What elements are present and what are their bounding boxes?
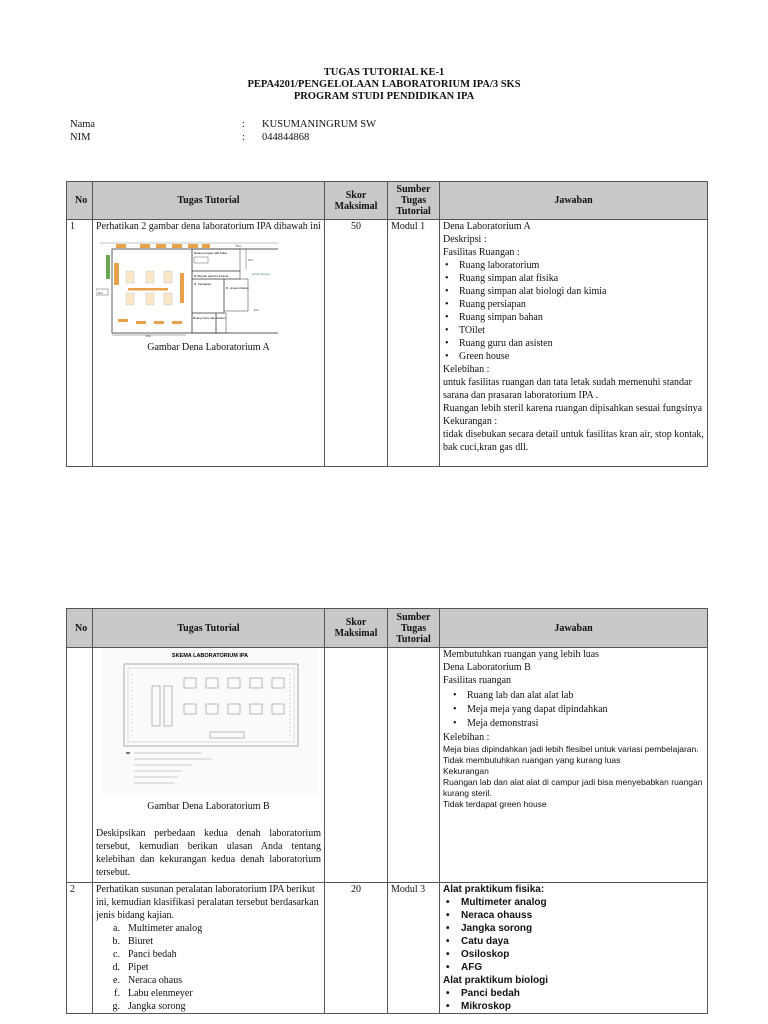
source-cell xyxy=(388,648,440,883)
physics-label: Alat praktikum fisika: xyxy=(443,884,545,895)
list-item: • AFG xyxy=(443,961,704,974)
plan-label-gh: Green House xyxy=(252,272,270,276)
plan-label-r1: Ruang simpan alat fisika xyxy=(194,251,227,255)
answer-title: Dena Laboratorium B xyxy=(443,662,531,673)
answer-cell xyxy=(440,883,708,1014)
advantages-label: Kelebihan : xyxy=(443,364,490,375)
program-title: PROGRAM STUDI PENDIDIKAN IPA xyxy=(293,91,475,102)
answer-cell xyxy=(440,220,708,467)
table-row xyxy=(67,883,708,1014)
floor-plan-b-image xyxy=(102,648,318,794)
answer-desc-label: Deskripsi : xyxy=(443,234,487,245)
task-text: Deskipsikan perbedaan kedua denah laboratorium tersebut, kemudian berikan ulasan Anda tentang kelebihan dan kekurangan kedua denah laboratorium tersebut. xyxy=(96,828,321,878)
facility-list-a xyxy=(443,259,704,363)
table-row xyxy=(67,220,708,467)
list-item: • Ruang simpan alat biologi dan kimia xyxy=(443,285,704,298)
plan-dim-1: 8 m xyxy=(98,291,104,295)
figure-b-caption: Gambar Dena Laboratorium B xyxy=(147,801,270,812)
list-item: • Jangka sorong xyxy=(443,922,704,935)
name-colon: : xyxy=(242,119,245,130)
list-item: f. Labu elenmeyer xyxy=(114,988,193,999)
list-item: • Ruang simpan alat fisika xyxy=(443,272,704,285)
answer-facility-label: Fasilitas Ruangan : xyxy=(443,247,520,258)
answer-cell xyxy=(440,648,708,883)
facility-list-b xyxy=(443,689,704,730)
task-text: Perhatikan 2 gambar dena laboratorium IPA dibawah ini xyxy=(96,221,321,232)
table-header-row xyxy=(67,609,708,648)
list-item: • Neraca ohauss xyxy=(443,909,704,922)
plan-dim-3: 2 m xyxy=(254,308,260,312)
col-header-score: Skor Maksimal xyxy=(325,609,388,648)
list-item: • Mikroskop xyxy=(443,1000,704,1013)
list-item: e. Neraca ohaus xyxy=(113,975,183,986)
col-header-no: No xyxy=(67,182,93,220)
list-item: • Ruang simpan bahan xyxy=(443,311,704,324)
list-item: • Osiloskop xyxy=(443,948,704,961)
list-item: • TOilet xyxy=(443,324,704,337)
list-item: d. Pipet xyxy=(112,962,149,973)
nim-label: NIM xyxy=(70,132,91,143)
list-item: a. Multimeter analog xyxy=(113,923,203,934)
biology-label: Alat praktikum biologi xyxy=(443,975,549,986)
task-table-2 xyxy=(66,608,708,1014)
course-title: PEPA4201/PENGELOLAAN LABORATORIUM IPA/3 SKS xyxy=(247,79,521,90)
row-number: 1 xyxy=(67,220,93,467)
col-header-task: Tugas Tutorial xyxy=(93,182,325,220)
disadvantage-text: Ruangan lab dan alat alat di campur jadi bisa menyebabkan ruangan kurang steril. xyxy=(443,777,703,798)
advantage-text: Tidak membutuhkan ruangan yang kurang luas xyxy=(443,755,621,765)
col-header-score: Skor Maksimal xyxy=(325,182,388,220)
score-cell xyxy=(325,648,388,883)
source-cell: Modul 1 xyxy=(388,220,440,467)
disadvantage-text: Tidak terdapat green house xyxy=(443,799,547,809)
plan-dim-2: 3 m xyxy=(248,258,254,262)
physics-list xyxy=(443,896,704,974)
advantage-text: Meja bias dipindahkan jadi lebih flesibel untuk variasi pembelajaran. xyxy=(443,744,699,754)
list-item: • Ruang guru dan asisten xyxy=(443,337,704,350)
sketch-title: SKEMA LABORATORIUM IPA xyxy=(171,653,249,659)
document-title: TUGAS TUTORIAL KE-1 xyxy=(323,67,445,78)
list-item: g. Jangka sorong xyxy=(112,1001,186,1012)
list-item: • Multimeter analog xyxy=(443,896,704,909)
answer-title: Dena Laboratorium A xyxy=(443,221,531,232)
list-item: • Green house xyxy=(443,350,704,363)
row-number: 2 xyxy=(67,883,93,1014)
list-item: • Meja meja yang dapat dipindahkan xyxy=(443,703,704,716)
row-number xyxy=(67,648,93,883)
answer-intro: Membutuhkan ruangan yang lebih luas xyxy=(443,649,600,660)
col-header-source: Sumber Tugas Tutorial xyxy=(388,609,440,648)
biology-list xyxy=(443,987,704,1013)
answer-facility-label: Fasilitas ruangan xyxy=(443,675,512,686)
disadvantages-label: Kekurangan xyxy=(443,766,489,776)
list-item: • Ruang lab dan alat alat lab xyxy=(443,689,704,702)
advantage-text: Ruangan lebih steril karena ruangan dipisahkan sesuai fungsinya xyxy=(443,403,703,414)
plan-dim-4: 5 m xyxy=(236,244,242,248)
task-table-1 xyxy=(66,181,708,467)
task-text: Perhatikan susunan peralatan laboratorium IPA berikut ini, kemudian klasifikasi peralatan tersebut berdasarkan jenis bidang kajian. xyxy=(96,884,319,921)
floor-plan-a-image xyxy=(96,239,278,337)
name-label: Nama xyxy=(70,119,96,130)
col-header-answer: Jawaban xyxy=(440,182,708,220)
list-item: • Ruang laboratorium xyxy=(443,259,704,272)
plan-label-r2: R.Simpan alat bio & kimia xyxy=(194,274,229,278)
plan-label-r5: Ruang Guru dan Asisten xyxy=(193,316,226,320)
advantages-label: Kelebihan : xyxy=(443,732,490,743)
list-item: • Catu daya xyxy=(443,935,704,948)
score-cell: 20 xyxy=(325,883,388,1014)
list-item: c. Panci bedah xyxy=(113,949,177,960)
list-item: • Meja demonstrasi xyxy=(443,717,704,730)
col-header-no: No xyxy=(67,609,93,648)
plan-label-r4: R. simpan bahan xyxy=(226,286,249,290)
nim-colon: : xyxy=(242,132,245,143)
task-cell xyxy=(93,220,325,467)
col-header-answer: Jawaban xyxy=(440,609,708,648)
score-cell: 50 xyxy=(325,220,388,467)
plan-label-r3: R. Persiapan xyxy=(194,282,212,286)
col-header-task: Tugas Tutorial xyxy=(93,609,325,648)
figure-a-caption: Gambar Dena Laboratorium A xyxy=(147,342,270,353)
source-cell: Modul 3 xyxy=(388,883,440,1014)
disadvantage-text: tidak disebukan secara detail untuk fasilitas kran air, stop kontak, bak cuci,kran gas dll. xyxy=(443,429,704,453)
nim-value: 044844868 xyxy=(262,132,310,143)
name-value: KUSUMANINGRUM SW xyxy=(262,119,377,130)
list-item: • Ruang persiapan xyxy=(443,298,704,311)
plan-dim-5: 9 m xyxy=(146,334,152,337)
list-item: b. Biuret xyxy=(112,936,153,947)
table-header-row xyxy=(67,182,708,220)
table-row xyxy=(67,648,708,883)
task-cell xyxy=(93,883,325,1014)
disadvantages-label: Kekurangan : xyxy=(443,416,498,427)
task-cell xyxy=(93,648,325,883)
equipment-list xyxy=(96,922,321,1013)
col-header-source: Sumber Tugas Tutorial xyxy=(388,182,440,220)
advantage-text: untuk fasilitas ruangan dan tata letak sudah memenuhi standar sarana dan prasaran laboratorium IPA . xyxy=(443,377,692,401)
list-item: • Panci bedah xyxy=(443,987,704,1000)
